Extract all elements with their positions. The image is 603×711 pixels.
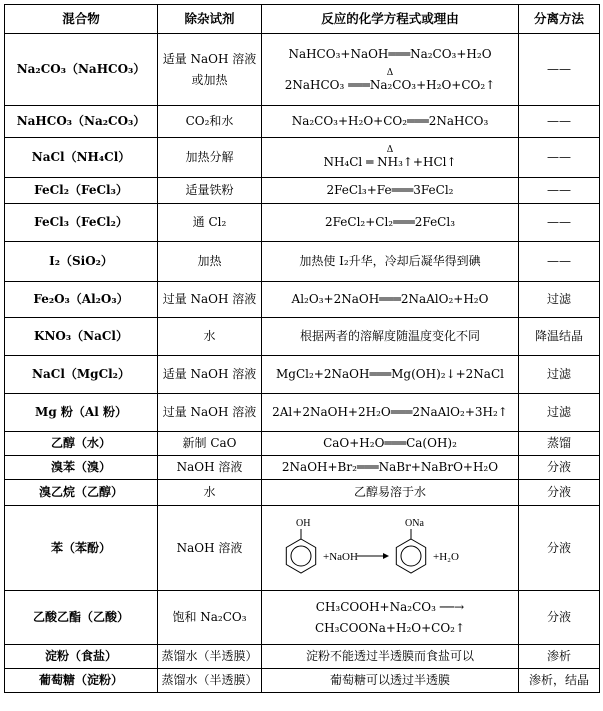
mixture-cell: 溴苯（溴）	[5, 456, 158, 480]
method-cell: 渗析	[519, 645, 600, 669]
reagent-cell: 新制 CaO	[158, 432, 262, 456]
mixture-cell: KNO₃（NaCl）	[5, 318, 158, 356]
method-cell: ——	[519, 138, 600, 178]
table-row	[5, 318, 600, 356]
method-cell: ——	[519, 106, 600, 138]
method-cell: ——	[519, 34, 600, 106]
table-row	[5, 34, 600, 106]
plus-naoh-label: +NaOH	[323, 551, 358, 563]
table-row	[5, 645, 600, 669]
equation-cell: 2Al+2NaOH+2H₂O═══2NaAlO₂+3H₂↑	[262, 394, 519, 432]
mixture-cell: Fe₂O₃（Al₂O₃）	[5, 282, 158, 318]
reagent-cell: 饱和 Na₂CO₃	[158, 591, 262, 645]
table-row	[5, 204, 600, 242]
method-cell: 蒸馏	[519, 432, 600, 456]
mixture-cell: 乙酸乙酯（乙酸）	[5, 591, 158, 645]
header-mixture: 混合物	[5, 5, 158, 34]
table-row	[5, 242, 600, 282]
table-row	[5, 669, 600, 693]
equation-cell: Na₂CO₃+H₂O+CO₂═══2NaHCO₃	[262, 106, 519, 138]
table-row	[5, 138, 600, 178]
method-cell: 分液	[519, 480, 600, 506]
mixture-cell: NaCl（MgCl₂）	[5, 356, 158, 394]
reagent-line: 或加热	[191, 72, 228, 87]
reagent-cell: 水	[158, 318, 262, 356]
header-equation: 反应的化学方程式或理由	[262, 5, 519, 34]
oh-label: OH	[296, 518, 311, 529]
table-row	[5, 106, 600, 138]
heat-symbol: Δ	[386, 67, 394, 78]
equation-line: NaHCO₃+NaOH═══Na₂CO₃+H₂O	[288, 46, 492, 61]
equation-cell: 2FeCl₂+Cl₂═══2FeCl₃	[262, 204, 519, 242]
method-cell: ——	[519, 204, 600, 242]
table-row	[5, 394, 600, 432]
method-cell: 过滤	[519, 282, 600, 318]
reagent-cell	[158, 34, 262, 106]
mixture-cell: NaCl（NH₄Cl）	[5, 138, 158, 178]
method-cell: ——	[519, 178, 600, 204]
reagent-cell: NaOH 溶液	[158, 506, 262, 591]
reagent-cell: 蒸馏水（半透膜）	[158, 645, 262, 669]
mixture-cell: I₂（SiO₂）	[5, 242, 158, 282]
equation-line: 2NaHCO₃ ═══Na₂CO₃+H₂O+CO₂↑	[284, 77, 496, 92]
method-cell: 降温结晶	[519, 318, 600, 356]
method-cell: 分液	[519, 456, 600, 480]
method-cell: 过滤	[519, 394, 600, 432]
equation-cell: 根据两者的溶解度随温度变化不同	[262, 318, 519, 356]
reagent-cell: 蒸馏水（半透膜）	[158, 669, 262, 693]
method-cell: ——	[519, 242, 600, 282]
equation-cell: Al₂O₃+2NaOH═══2NaAlO₂+H₂O	[262, 282, 519, 318]
equation-cell	[262, 591, 519, 645]
table-row	[5, 356, 600, 394]
table-row	[5, 282, 600, 318]
reagent-cell: 水	[158, 480, 262, 506]
table-row	[5, 480, 600, 506]
mixture-cell: 乙醇（水）	[5, 432, 158, 456]
table-row	[5, 178, 600, 204]
reagent-cell: 过量 NaOH 溶液	[158, 394, 262, 432]
reaction-arrow	[357, 553, 389, 559]
reagent-cell: 过量 NaOH 溶液	[158, 282, 262, 318]
mixture-cell: Mg 粉（Al 粉）	[5, 394, 158, 432]
equation-line: NH₄Cl ═ NH₃↑+HCl↑	[323, 155, 457, 169]
mixture-cell: 葡萄糖（淀粉）	[5, 669, 158, 693]
table-row	[5, 456, 600, 480]
mixture-cell: 溴乙烷（乙醇）	[5, 480, 158, 506]
equation-line: CH₃COONa+H₂O+CO₂↑	[314, 620, 466, 635]
table-row	[5, 591, 600, 645]
heat-symbol: Δ	[386, 145, 394, 155]
equation-cell: 2NaOH+Br₂═══NaBr+NaBrO+H₂O	[262, 456, 519, 480]
mixture-cell: 淀粉（食盐）	[5, 645, 158, 669]
equation-cell	[262, 34, 519, 106]
header-row	[5, 5, 600, 34]
mixture-cell: 苯（苯酚）	[5, 506, 158, 591]
reagent-cell: 适量铁粉	[158, 178, 262, 204]
plus-water-label: +H₂O	[433, 551, 459, 563]
equation-line: CH₃COOH+Na₂CO₃ ──→	[315, 599, 465, 614]
equation-cell: 葡萄糖可以透过半透膜	[262, 669, 519, 693]
mixture-cell: NaHCO₃（Na₂CO₃）	[5, 106, 158, 138]
reagent-cell: 通 Cl₂	[158, 204, 262, 242]
equation-cell	[262, 506, 519, 591]
reagent-cell: 加热	[158, 242, 262, 282]
method-cell: 渗析，结晶	[519, 669, 600, 693]
reagent-cell: NaOH 溶液	[158, 456, 262, 480]
phenol-reaction-diagram	[265, 506, 515, 586]
equation-cell	[262, 138, 519, 178]
equation-cell: 乙醇易溶于水	[262, 480, 519, 506]
equation-cell: MgCl₂+2NaOH═══Mg(OH)₂↓+2NaCl	[262, 356, 519, 394]
separation-table	[4, 4, 600, 693]
mixture-cell: FeCl₃（FeCl₂）	[5, 204, 158, 242]
mixture-cell: FeCl₂（FeCl₃）	[5, 178, 158, 204]
ona-label: ONa	[405, 518, 424, 529]
table-row	[5, 506, 600, 591]
method-cell: 分液	[519, 506, 600, 591]
reagent-line: 适量 NaOH 溶液	[162, 51, 257, 66]
benzene-ring-phenol	[286, 529, 315, 573]
mixture-cell: Na₂CO₃（NaHCO₃）	[5, 34, 158, 106]
header-reagent: 除杂试剂	[158, 5, 262, 34]
equation-cell: CaO+H₂O═══Ca(OH)₂	[262, 432, 519, 456]
equation-cell: 淀粉不能透过半透膜而食盐可以	[262, 645, 519, 669]
reagent-cell: 适量 NaOH 溶液	[158, 356, 262, 394]
table-row	[5, 432, 600, 456]
benzene-ring-phenoxide	[396, 529, 425, 573]
method-cell: 过滤	[519, 356, 600, 394]
header-method: 分离方法	[519, 5, 600, 34]
method-cell: 分液	[519, 591, 600, 645]
reagent-cell: 加热分解	[158, 138, 262, 178]
equation-cell: 2FeCl₃+Fe═══3FeCl₂	[262, 178, 519, 204]
reagent-cell: CO₂和水	[158, 106, 262, 138]
equation-cell: 加热使 I₂升华，冷却后凝华得到碘	[262, 242, 519, 282]
